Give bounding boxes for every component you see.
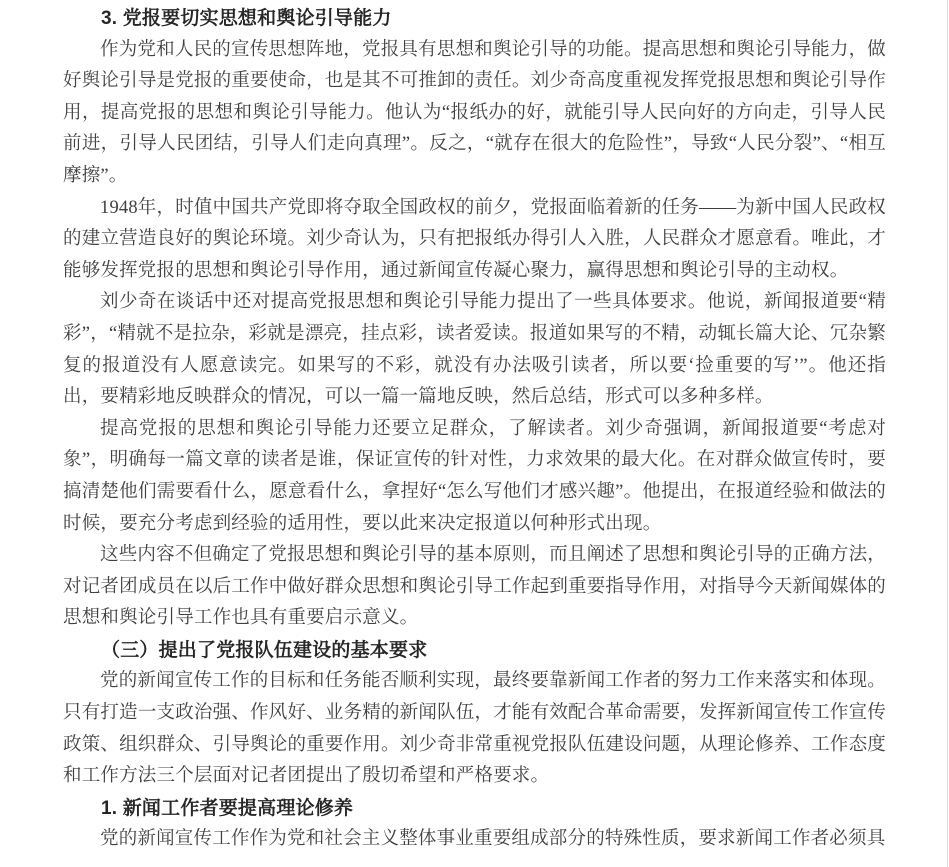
paragraph-theoretical-cultivation-intro: 党的新闻宣传工作作为党和社会主义整体事业重要组成部分的特殊性质，要求新闻工作者必须具 <box>100 829 886 850</box>
paragraph-summary-significance: 这些内容不但确定了党报思想和舆论引导的基本原则，而且阐述了思想和舆论引导的正确方法，对记者团成员在以后工作中做好群众思想和舆论引导工作起到重要指导作用，对指导今天新闻媒体的思想和舆论引导工作也具有重要启示意义。 <box>63 545 886 629</box>
document-content <box>63 3 886 856</box>
section-heading-theoretical-cultivation: 1. 新闻工作者要提高理论修养 <box>101 797 354 819</box>
paragraph-team-building-intro: 党的新闻宣传工作的目标和任务能否顺利实现，最终要靠新闻工作者的努力工作来落实和体现。只有打造一支政治强、作风好、业务精的新闻队伍，才能有效配合革命需要，发挥新闻宣传工作宣传政策、组织群众、引导舆论的重要作用。刘少奇非常重视党报队伍建设问题，从理论修养、工作态度和工作方法三个层面对记者团提出了殷切希望和严格要求。 <box>63 671 886 787</box>
paragraph-guidance-intro: 作为党和人民的宣传思想阵地，党报具有思想和舆论引导的功能。提高思想和舆论引导能力，做好舆论引导是党报的重要使命，也是其不可推卸的责任。刘少奇高度重视发挥党报思想和舆论引导作用，提高党报的思想和舆论引导能力。他认为“报纸办的好，就能引导人民向好的方向走，引导人民前进，引导人民团结，引导人们走向真理”。反之，“就存在很大的危险性”，导致“人民分裂”、“相互摩擦”。 <box>63 39 886 186</box>
section-heading-team-building: （三）提出了党报队伍建设的基本要求 <box>101 639 428 661</box>
page-right-border <box>947 0 948 867</box>
paragraph-audience-focus: 提高党报的思想和舆论引导能力还要立足群众，了解读者。刘少奇强调，新闻报道要“考虑对象”，明确每一篇文章的读者是谁，保证宣传的针对性，力求效果的最大化。在对群众做宣传时，要搞清楚他们需要看什么，愿意看什么，拿捏好“怎么写他们才感兴趣”。他提出，在报道经验和做法的时候，要充分考虑到经验的适用性，要以此来决定报道以何种形式出现。 <box>63 418 886 534</box>
paragraph-specific-requirements: 刘少奇在谈话中还对提高党报思想和舆论引导能力提出了一些具体要求。他说，新闻报道要“精彩”，“精就不是拉杂，彩就是漂亮，挂点彩，读者爱读。报道如果写的不精，动辄长篇大论、冗杂繁复的报道没有人愿意读完。如果写的不彩，就没有办法吸引读者，所以要‘捡重要的写’”。他还指出，要精彩地反映群众的情况，可以一篇一篇地反映，然后总结，形式可以多种多样。 <box>63 292 886 408</box>
section-heading-guidance-ability: 3. 党报要切实思想和舆论引导能力 <box>101 8 392 29</box>
paragraph-1948-context: 1948年，时值中国共产党即将夺取全国政权的前夕，党报面临着新的任务——为新中国人民政权的建立营造良好的舆论环境。刘少奇认为，只有把报纸办得引人入胜，人民群众才愿意看。唯此，才能够发挥党报的思想和舆论引导作用，通过新闻宣传凝心聚力，赢得思想和舆论引导的主动权。 <box>63 197 886 281</box>
